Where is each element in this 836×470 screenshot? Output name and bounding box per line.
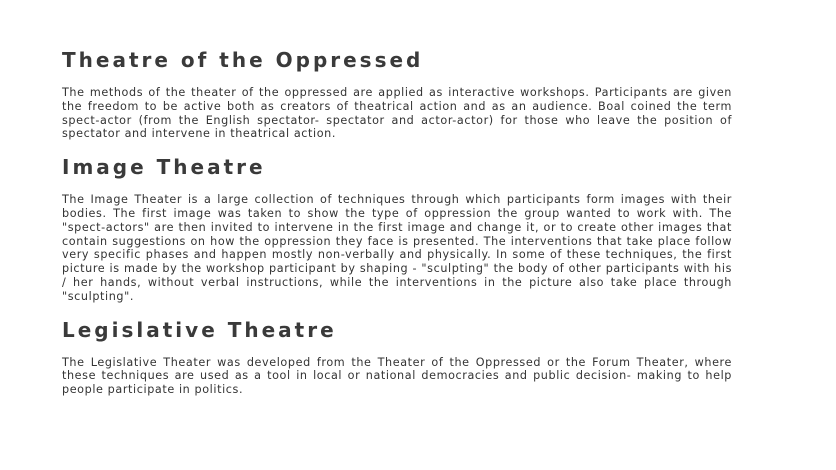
- paragraph-theatre-of-the-oppressed: The methods of the theater of the oppressed are applied as interactive workshops. Participants are given the freedom to be active both as creators of theatrical action and as an audience. Boal coined the term spect-actor (from the English spectator- spectator and actor-actor) for those who leave the position of spectator and intervene in theatrical action.: [62, 86, 732, 141]
- paragraph-legislative-theatre: The Legislative Theater was developed from the Theater of the Oppressed or the Forum Theater, where these techniques are used as a tool in local or national democracies and public decision- making to help people participate in politics.: [62, 355, 732, 397]
- heading-theatre-of-the-oppressed: Theatre of the Oppressed: [62, 48, 424, 72]
- heading-legislative-theatre: Legislative Theatre: [62, 317, 337, 342]
- heading-image-theatre: Image Theatre: [62, 155, 266, 180]
- slide-content: [62, 46, 732, 397]
- paragraph-image-theatre: The Image Theater is a large collection of techniques through which participants form images with their bodies. The first image was taken to show the type of oppression the group wanted to work with. The "spect-actors" are then invited to intervene in the first image and change it, or to create other images that contain suggestions on how the oppression they face is presented. The interventions that take place follow very specific phases and happen mostly non-verbally and physically. In some of these techniques, the first picture is made by the workshop participant by shaping - "sculpting" the body of other participants with his / her hands, without verbal instructions, while the interventions in the picture also take place through "sculpting".: [62, 193, 732, 303]
